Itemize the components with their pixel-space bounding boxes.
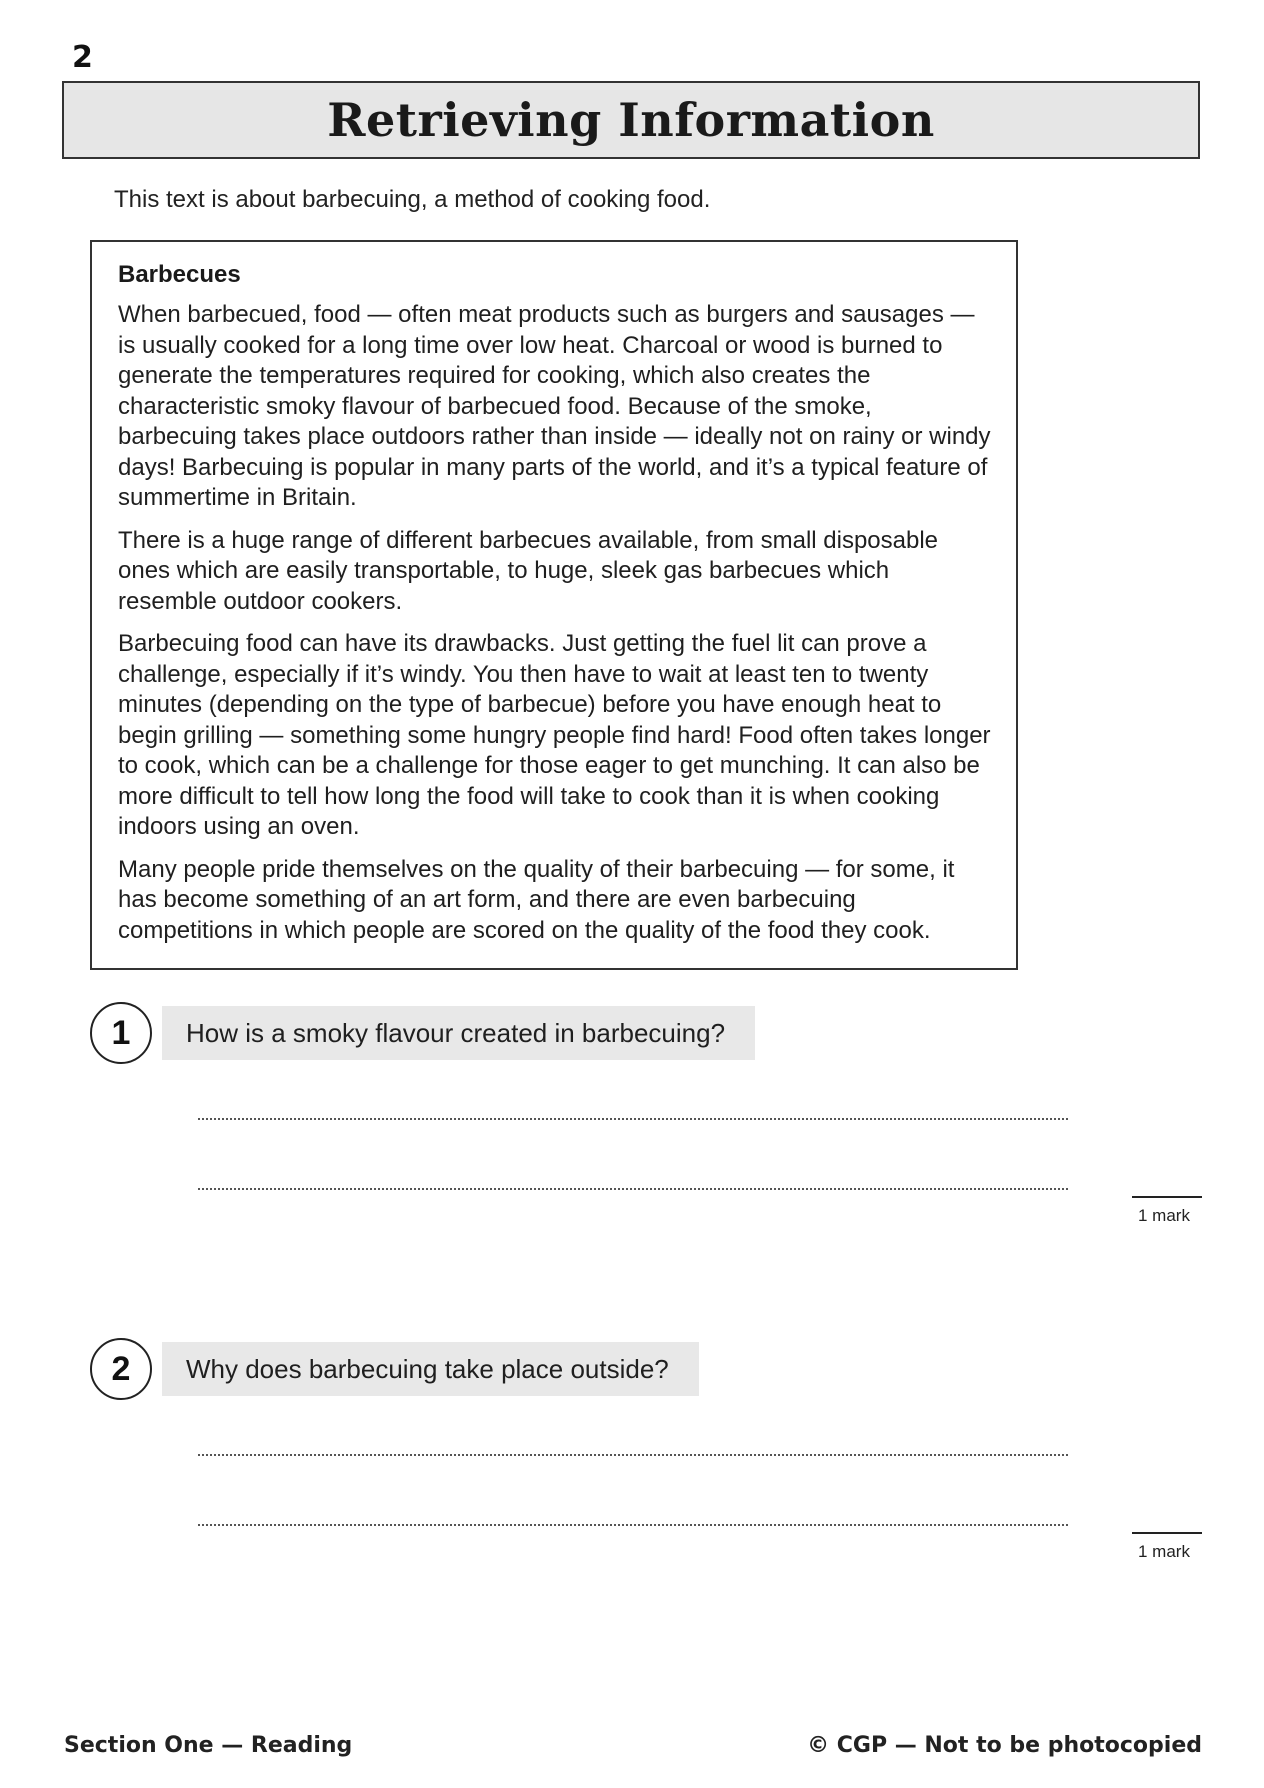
title-banner — [62, 81, 1200, 159]
page-title: Retrieving Information — [327, 93, 935, 147]
question-1-mark-box — [1132, 1196, 1202, 1198]
article-heading: Barbecues — [118, 261, 241, 288]
intro-text: This text is about barbecuing, a method of cooking food. — [114, 186, 711, 213]
question-1-number: 1 — [90, 1002, 152, 1064]
question-2-answer-line-2[interactable] — [198, 1524, 1068, 1526]
page-number: 2 — [72, 40, 93, 75]
article-paragraph-4: Many people pride themselves on the quality of their barbecuing — for some, it has become something of an art form, and there are even barbecuing competitions in which people are scored on the quality of the food they cook. — [118, 855, 955, 944]
article-paragraph-3: Barbecuing food can have its drawbacks. Just getting the fuel lit can prove a challenge, especially if it’s windy. You then have to wait at least ten to twenty minutes (depending on the type of barbecue) before you have enough heat to begin grilling — something some hungry people find hard! Food often takes longer to cook, which can be a challenge for those eager to get munching. It can also be more difficult to tell how long the food will take to cook than it is when cooking indoors using an oven. — [118, 630, 991, 840]
footer-section-label: Section One — Reading — [64, 1733, 353, 1758]
article-paragraph-2: There is a huge range of different barbecues available, from small disposable ones which are easily transportable, to huge, sleek gas barbecues which resemble outdoor cookers. — [118, 526, 939, 615]
question-2-mark: 1 mark — [1138, 1542, 1190, 1561]
question-2-answer-line-1[interactable] — [198, 1454, 1068, 1456]
question-2-mark-box — [1132, 1532, 1202, 1534]
question-1-text: How is a smoky flavour created in barbecuing? — [162, 1006, 755, 1060]
article-paragraph-1: When barbecued, food — often meat products such as burgers and sausages — is usually cooked for a long time over low heat. Charcoal or wood is burned to generate the temperatures required for cooking, which also creates the characteristic smoky flavour of barbecued food. Because of the smoke, barbecuing takes place outdoors rather than inside — ideally not on rainy or windy days! Barbecuing is popular in many parts of the world, and it’s a typical feature of summertime in Britain. — [118, 301, 991, 511]
question-1-answer-line-1[interactable] — [198, 1118, 1068, 1120]
article-box — [90, 240, 1018, 970]
footer-copyright: © CGP — Not to be photocopied — [807, 1733, 1202, 1758]
question-1 — [90, 1002, 755, 1064]
question-2-number: 2 — [90, 1338, 152, 1400]
question-2-text: Why does barbecuing take place outside? — [162, 1342, 699, 1396]
question-1-answer-line-2[interactable] — [198, 1188, 1068, 1190]
question-1-mark: 1 mark — [1138, 1206, 1190, 1225]
question-2 — [90, 1338, 699, 1400]
